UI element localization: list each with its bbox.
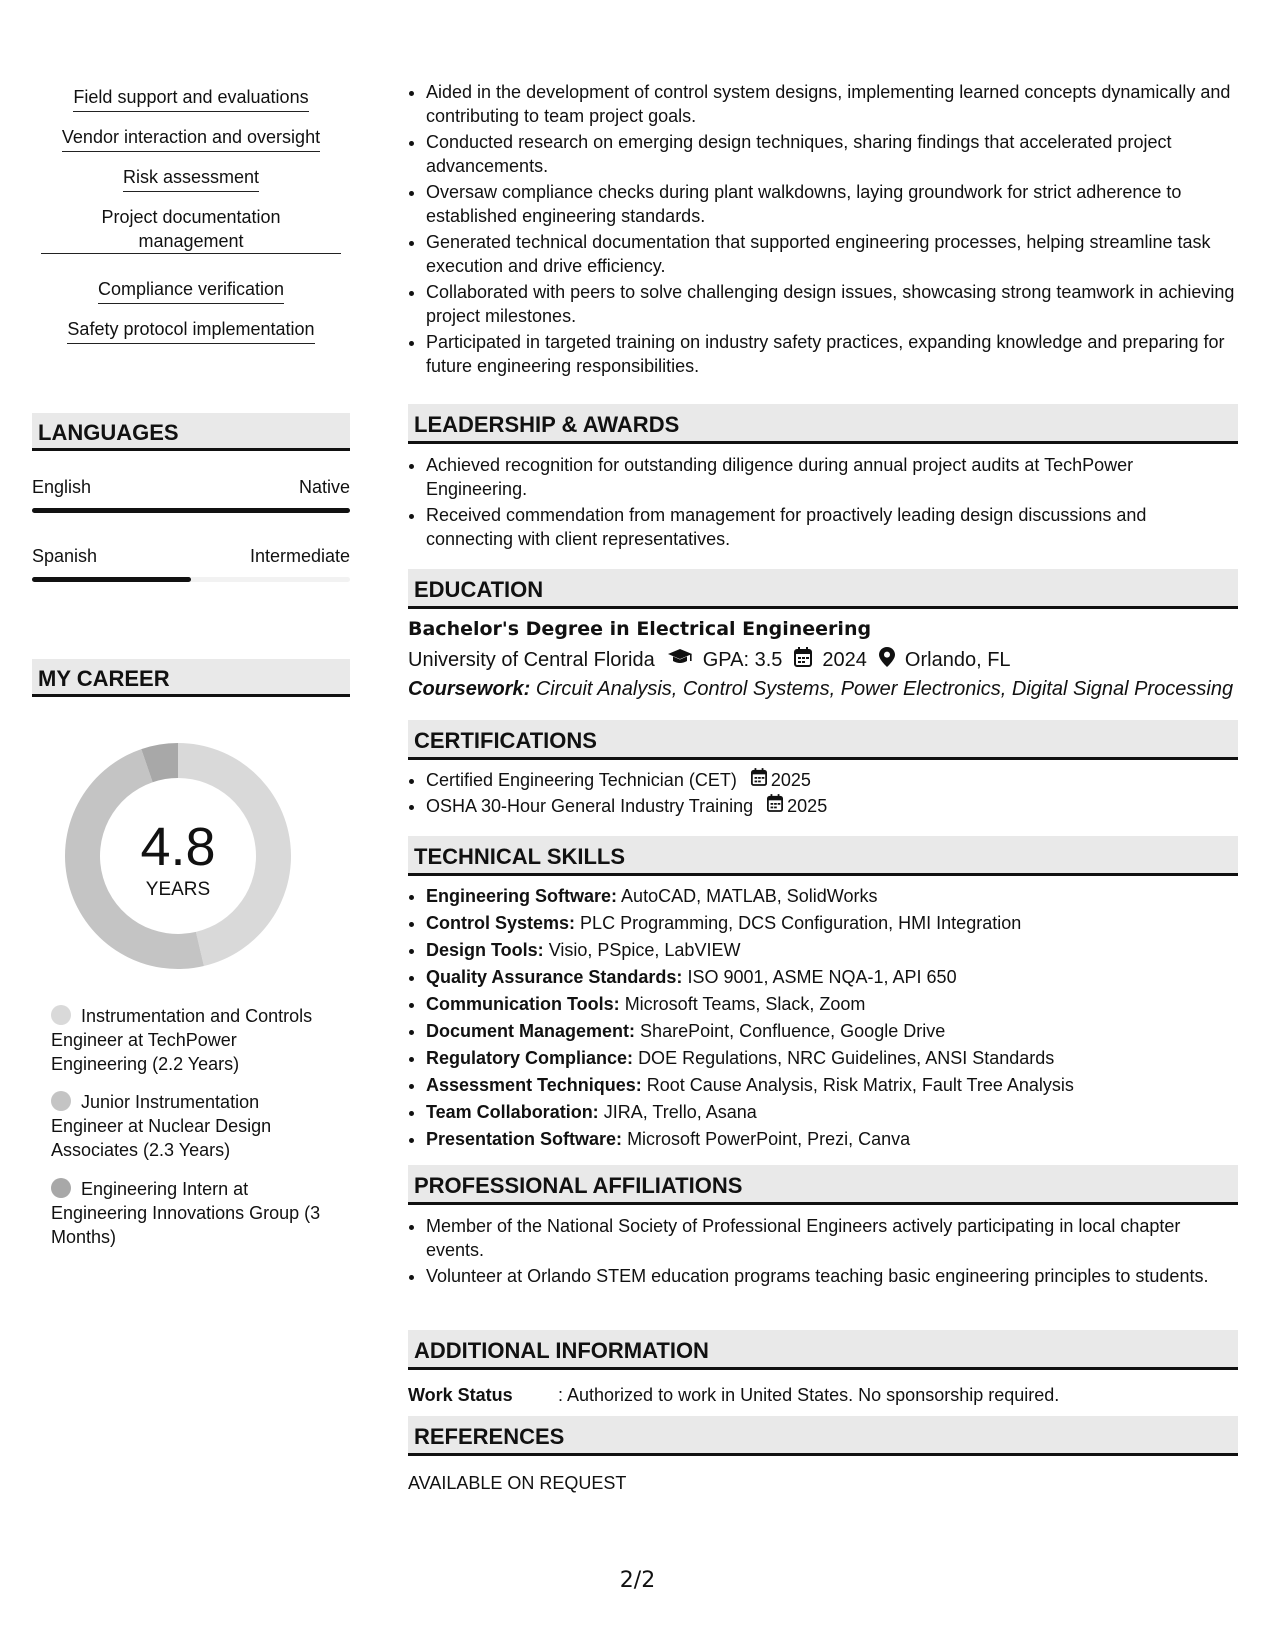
language-bar [32, 508, 350, 513]
skill-item [32, 85, 350, 112]
references-text: AVAILABLE ON REQUEST [408, 1473, 627, 1493]
experience-bullets [408, 80, 1238, 380]
career-item-text: Junior Instrumentation Engineer at Nuclear Design Associates (2.3 Years) [51, 1092, 272, 1160]
heading-text: LANGUAGES [38, 420, 179, 445]
skill-category: Quality Assurance Standards: [426, 967, 683, 987]
skill-category: Engineering Software: [426, 886, 618, 906]
leadership-heading [408, 404, 1238, 444]
technical-skill-item [426, 965, 1238, 989]
skill-category: Design Tools: [426, 940, 544, 960]
leadership-bullets [408, 453, 1238, 553]
skill-values: SharePoint, Confluence, Google Drive [640, 1021, 946, 1041]
certification-year: 2025 [770, 770, 811, 790]
skills-list [32, 85, 350, 357]
skill-values: Microsoft Teams, Slack, Zoom [624, 994, 866, 1014]
career-heading [32, 659, 350, 697]
skill-label: Vendor interaction and oversight [62, 125, 320, 152]
language-row [32, 546, 350, 566]
heading-text: PROFESSIONAL AFFILIATIONS [414, 1173, 743, 1198]
skill-category: Communication Tools: [426, 994, 620, 1014]
career-item-text: Instrumentation and Controls Engineer at TechPower Engineering (2.2 Years) [51, 1006, 313, 1074]
skill-values: JIRA, Trello, Asana [603, 1102, 757, 1122]
skill-underline [41, 253, 341, 254]
affiliations-list [408, 1214, 1238, 1290]
career-donut-chart [65, 743, 291, 969]
certification-row [426, 794, 827, 818]
skill-label: Risk assessment [123, 165, 259, 192]
technical-skill-item [426, 1100, 1238, 1124]
skill-label: Safety protocol implementation [67, 317, 314, 344]
certification-item [426, 794, 1238, 818]
technical-skills-heading [408, 836, 1238, 876]
certifications-heading [408, 720, 1238, 760]
skill-category: Presentation Software: [426, 1129, 623, 1149]
work-status-value: : Authorized to work in United States. No sponsorship required. [558, 1385, 1060, 1405]
certification-row [426, 768, 811, 792]
education-degree: Bachelor's Degree in Electrical Engineering [408, 618, 872, 640]
technical-skill-item [426, 938, 1238, 962]
career-unit: YEARS [145, 879, 211, 900]
work-status-label: Work Status [408, 1385, 513, 1405]
skill-category: Regulatory Compliance: [426, 1048, 634, 1068]
language-name: English [32, 477, 92, 497]
education-heading [408, 569, 1238, 609]
career-total: 4.8 [140, 817, 216, 877]
skill-values: DOE Regulations, NRC Guidelines, ANSI Standards [638, 1048, 1055, 1068]
skill-values: PLC Programming, DCS Configuration, HMI Integration [580, 913, 1022, 933]
left-column [32, 0, 350, 1300]
language-name: Spanish [32, 546, 98, 566]
technical-skill-item [426, 1019, 1238, 1043]
additional-info-heading [408, 1330, 1238, 1370]
skill-label: Compliance verification [98, 277, 284, 304]
map-pin-icon [879, 647, 895, 673]
heading-text: ADDITIONAL INFORMATION [414, 1338, 709, 1363]
technical-skill-item [426, 911, 1238, 935]
affiliation-item: • Member of the National Society of Professional Engineers actively participating in local chapter events. [426, 1214, 1238, 1262]
heading-text: TECHNICAL SKILLS [414, 844, 626, 869]
technical-skill-item [426, 992, 1238, 1016]
technical-skill-item [426, 884, 1238, 908]
skill-item [32, 205, 350, 253]
experience-bullet: • Generated technical documentation that supported engineering processes, helping streamline task execution and drive efficiency. [426, 230, 1238, 278]
language-level: Intermediate [249, 546, 350, 566]
affiliations-heading [408, 1165, 1238, 1205]
graduation-cap-icon [667, 648, 693, 672]
references-heading [408, 1416, 1238, 1456]
language-level: Native [298, 477, 350, 497]
certification-name: • Certified Engineering Technician (CET) [426, 770, 737, 790]
legend-dot [51, 1091, 71, 1111]
coursework-text: Circuit Analysis, Control Systems, Power Electronics, Digital Signal Processing [535, 678, 1234, 700]
language-bar-fill [32, 508, 350, 513]
experience-bullet: • Aided in the development of control system designs, implementing learned concepts dynamically and contributing to team project goals. [426, 80, 1238, 128]
leadership-bullet: • Achieved recognition for outstanding diligence during annual project audits at TechPower Engineering. [426, 453, 1238, 501]
experience-bullet: • Collaborated with peers to solve challenging design issues, showcasing strong teamwork in achieving project milestones. [426, 280, 1238, 328]
certification-name: • OSHA 30-Hour General Industry Training [426, 796, 754, 816]
experience-bullet: • Oversaw compliance checks during plant walkdowns, laying groundwork for strict adherence to established engineering standards. [426, 180, 1238, 228]
affiliation-item: • Volunteer at Orlando STEM education programs teaching basic engineering principles to students. [426, 1264, 1238, 1288]
skill-category: Assessment Techniques: [426, 1075, 642, 1095]
experience-bullet: • Conducted research on emerging design techniques, sharing findings that accelerated project advancements. [426, 130, 1238, 178]
skill-label: Project documentation management [101, 207, 281, 251]
skill-values: ISO 9001, ASME NQA-1, API 650 [687, 967, 957, 987]
skill-category: Control Systems: [426, 913, 576, 933]
technical-skill-item [426, 1073, 1238, 1097]
skill-item [32, 317, 350, 344]
technical-skill-item [426, 1127, 1238, 1151]
skill-category: Document Management: [426, 1021, 636, 1041]
languages-heading [32, 413, 350, 451]
skill-values: Visio, PSpice, LabVIEW [548, 940, 741, 960]
skill-item [32, 125, 350, 152]
career-item [51, 1004, 331, 1076]
coursework-label: Coursework: [408, 678, 531, 700]
page-number: 2/2 [619, 1568, 656, 1593]
skill-item [32, 165, 350, 192]
career-item [51, 1090, 331, 1162]
experience-bullet: • Participated in targeted training on industry safety practices, expanding knowledge and preparing for future engineering responsibilities. [426, 330, 1238, 378]
leadership-bullet: • Received commendation from management for proactively leading design discussions and connecting with client representatives. [426, 503, 1238, 551]
skill-label: Field support and evaluations [73, 85, 308, 112]
heading-text: LEADERSHIP & AWARDS [414, 412, 680, 437]
skill-category: Team Collaboration: [426, 1102, 599, 1122]
language-row [32, 477, 350, 497]
calendar-icon [751, 768, 767, 792]
technical-skills-list [408, 884, 1238, 1154]
skill-item [32, 277, 350, 304]
skill-values: Microsoft PowerPoint, Prezi, Canva [627, 1129, 911, 1149]
education-school: University of Central Florida [408, 648, 655, 671]
career-item [51, 1177, 331, 1249]
education-location: Orlando, FL [904, 648, 1011, 671]
skill-values: Root Cause Analysis, Risk Matrix, Fault Tree Analysis [646, 1075, 1074, 1095]
technical-skill-item [426, 1046, 1238, 1070]
education-year: 2024 [822, 648, 867, 671]
certification-year: 2025 [787, 796, 828, 816]
heading-text: REFERENCES [414, 1424, 565, 1449]
education-gpa: GPA: 3.5 [702, 648, 783, 671]
certification-item [426, 768, 1238, 792]
skill-values: AutoCAD, MATLAB, SolidWorks [621, 886, 878, 906]
language-bar [32, 577, 350, 582]
career-item-text: Engineering Intern at Engineering Innovations Group (3 Months) [51, 1179, 321, 1247]
calendar-icon [767, 794, 783, 818]
heading-text: MY CAREER [38, 666, 170, 691]
language-bar-fill [32, 577, 191, 582]
calendar-icon [794, 647, 812, 673]
legend-dot [51, 1005, 71, 1025]
work-status-row [408, 1385, 1220, 1406]
legend-dot [51, 1178, 71, 1198]
certifications-list [408, 768, 1238, 820]
education-details [408, 647, 1011, 673]
heading-text: EDUCATION [414, 577, 544, 602]
education-coursework [408, 678, 1233, 701]
heading-text: CERTIFICATIONS [414, 728, 597, 753]
